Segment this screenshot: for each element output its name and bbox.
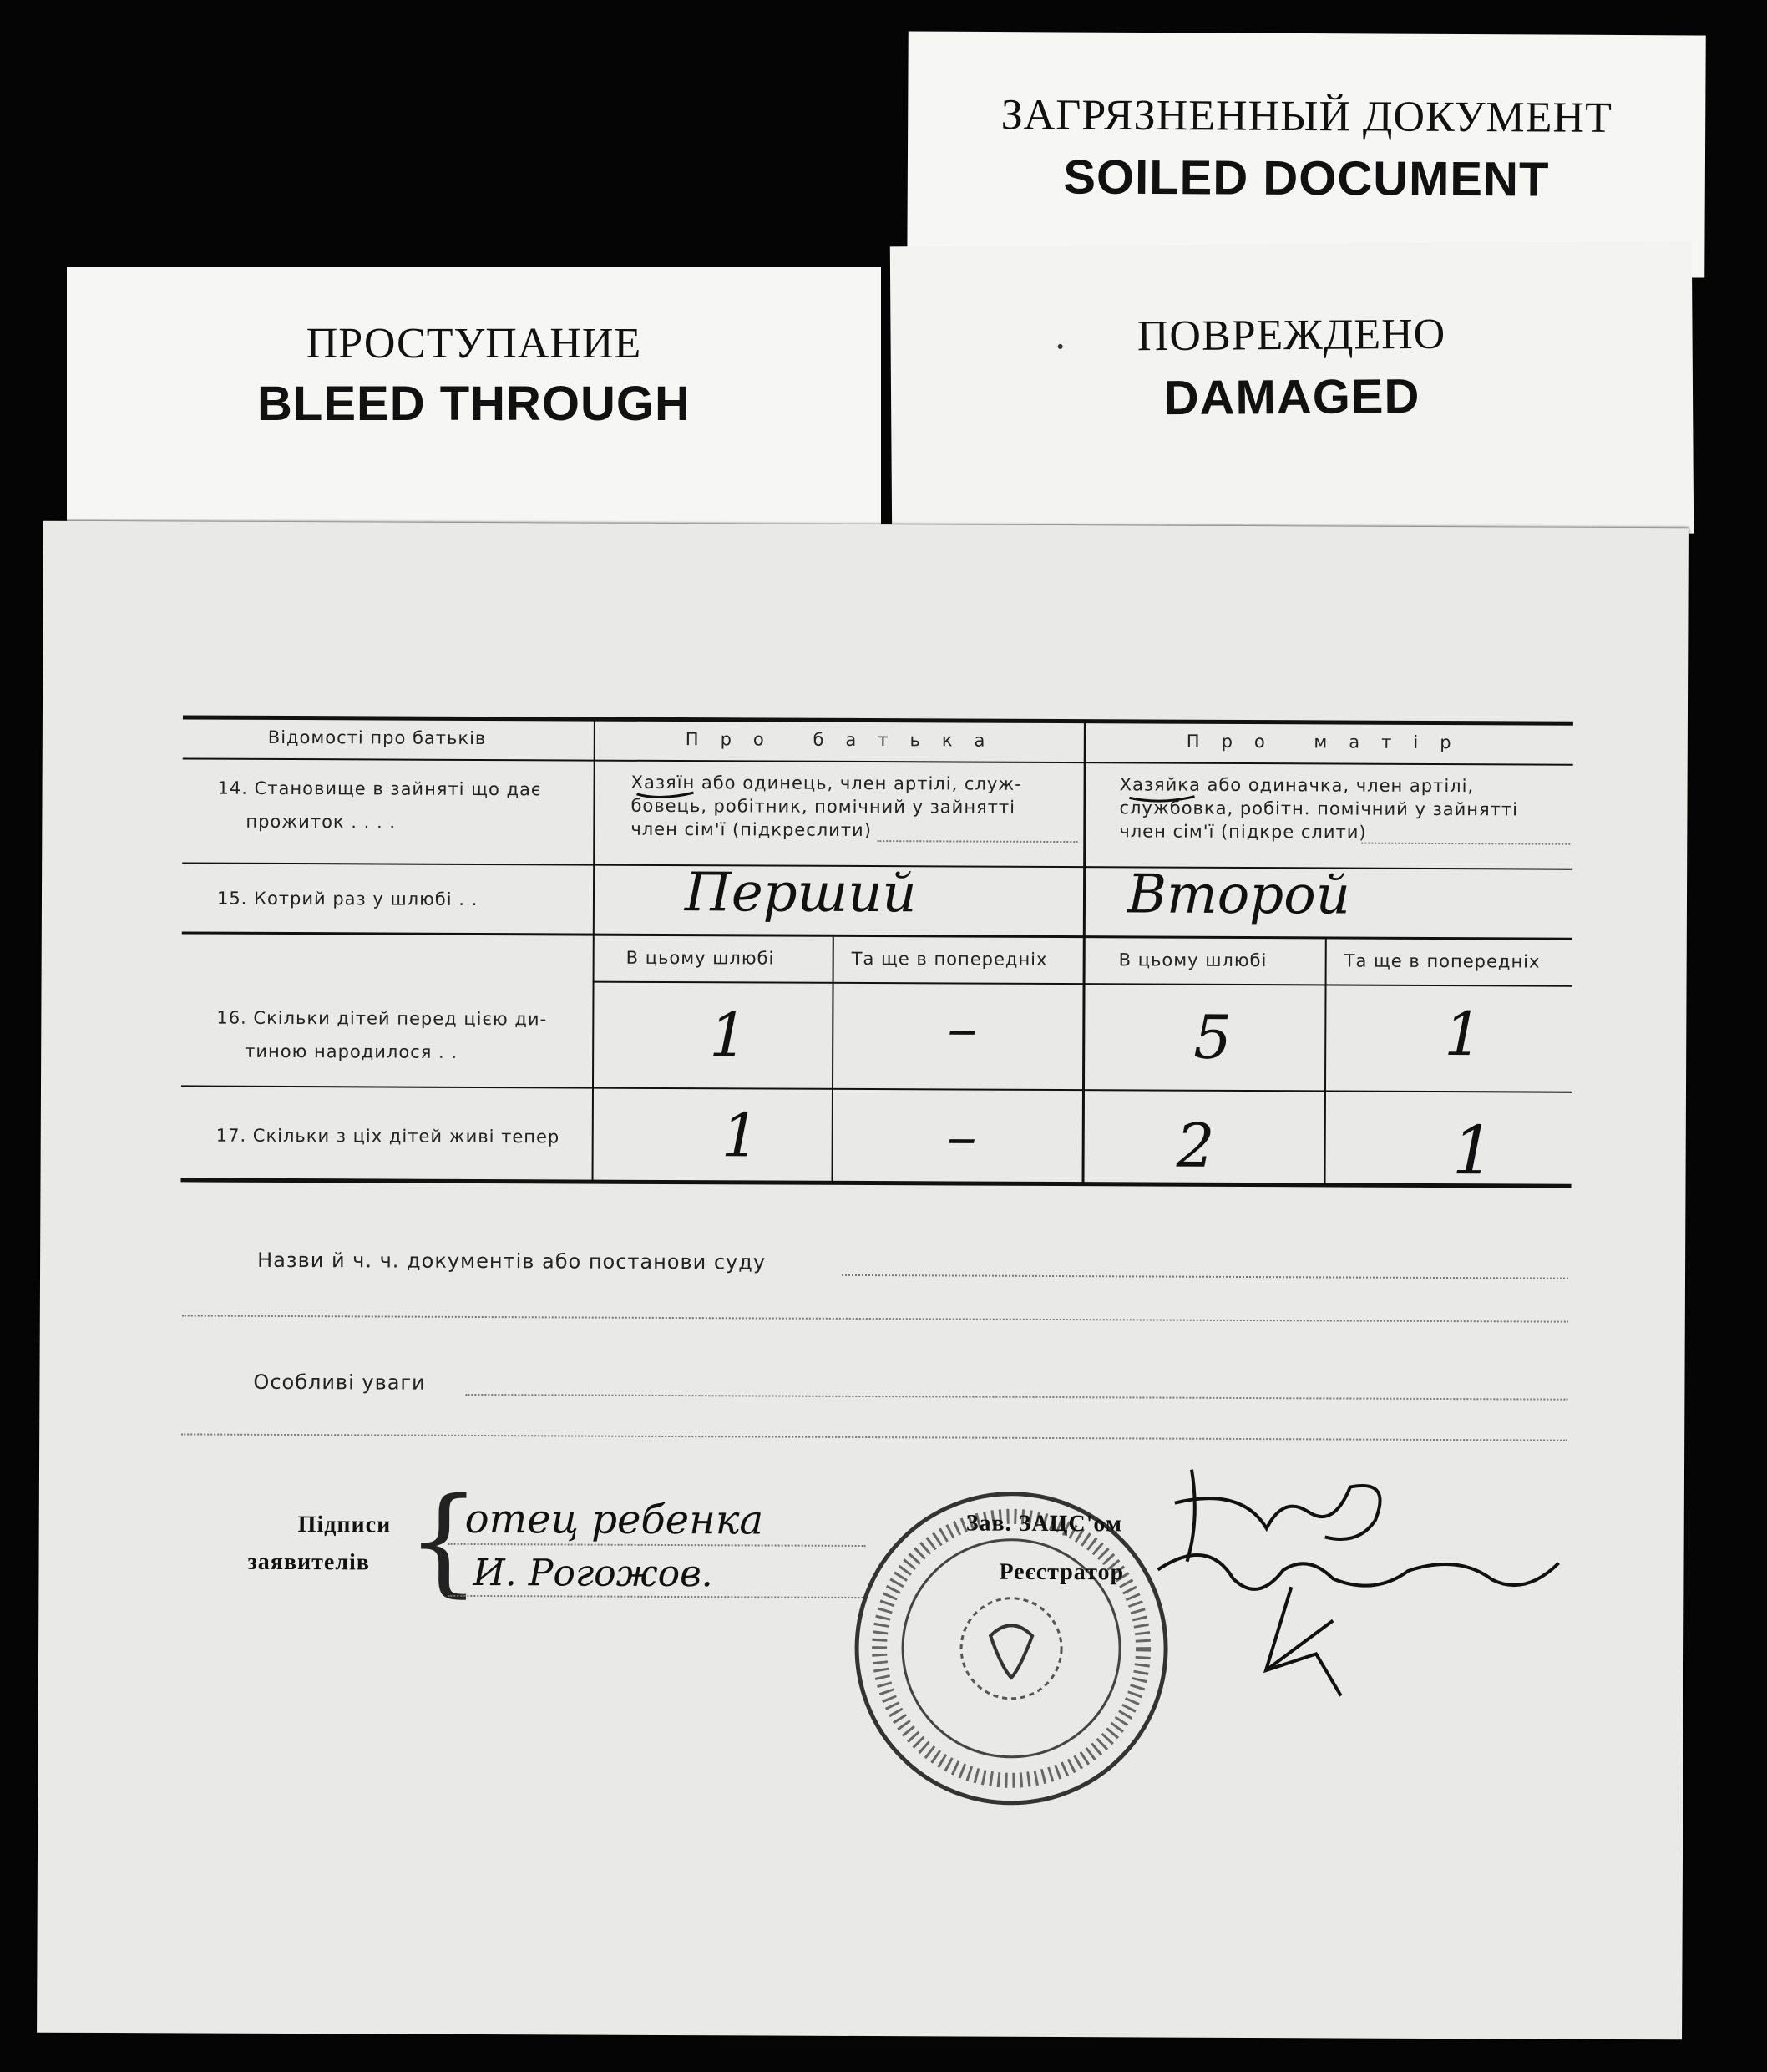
row16-value-father-this: 1 [709, 1000, 748, 1071]
row14-mother-line2: службовка, робітн. помічний у зайнятті [1119, 798, 1519, 820]
row14-mother-dotted-line [1361, 843, 1570, 845]
row14-father-line3: член сім'ї (підкреслити) [630, 818, 872, 841]
damaged-label-en: DAMAGED [1163, 368, 1420, 426]
signature-line-1 [448, 1543, 866, 1547]
documents-label: Назви й ч. ч. документів або постанови суду [257, 1248, 767, 1274]
header-info-about-parents: Відомості про батьків [267, 727, 487, 749]
header-father: Про батька [685, 729, 1007, 751]
signatures-label-line1: Підписи [297, 1512, 392, 1538]
col-divider-4 [1324, 939, 1327, 1184]
subheader-mother-this-marriage: В цьому шлюбі [1118, 950, 1268, 971]
row16-bottom-rule [181, 1085, 1572, 1092]
documents-line-2 [182, 1315, 1568, 1322]
header-mother: Про матір [1186, 731, 1473, 753]
damaged-label-ru: ПОВРЕЖДЕНО [1137, 310, 1446, 361]
row14-father-line1: Хазяїн або одинець, член артілі, служ- [630, 772, 1022, 794]
table-bottom-rule [181, 1178, 1572, 1188]
row15-mother-handwriting: Второй [1127, 864, 1351, 927]
bleed-through-card [67, 267, 881, 547]
soiled-label-ru: ЗАГРЯЗНЕННЫЙ ДОКУМЕНТ [1000, 91, 1613, 142]
signatures-brace: { [406, 1472, 482, 1610]
documents-line-1 [842, 1274, 1568, 1279]
row17-value-father-previous: – [946, 1101, 977, 1172]
signature-line2-handwriting: И. Рогожов. [473, 1551, 713, 1596]
row14-mother-line3: член сім'ї (підкре слити) [1119, 821, 1367, 843]
signatures-label-line2: заявителів [247, 1548, 371, 1576]
row15-father-handwriting: Перший [684, 862, 917, 925]
row14-father-line2: бовець, робітник, помічний у зайнятті [630, 795, 1016, 818]
row14-father-dotted-line [877, 840, 1077, 843]
bleed-label-ru: ПРОСТУПАНИЕ [306, 320, 642, 367]
subheader-mother-previous: Та ще в попередніх [1344, 950, 1541, 972]
row16-value-mother-this: 5 [1193, 1001, 1233, 1072]
row17-label: 17. Скільки з ціх дітей живі тепер [215, 1125, 560, 1147]
row15-label: 15. Котрий раз у шлюбі . . [216, 888, 478, 909]
row14-label-line1: 14. Становище в зайняті що дає [217, 778, 542, 800]
official-signatures [1141, 1452, 1576, 1705]
subheader-father-previous: Та ще в попередніх [851, 948, 1048, 970]
remarks-label: Особливі уваги [253, 1370, 426, 1395]
damaged-card [890, 241, 1694, 540]
header-bottom-rule [183, 757, 1573, 765]
remarks-line-1 [465, 1394, 1567, 1401]
row15-bottom-rule [182, 931, 1572, 940]
row16-label-line2: тиною народилося . . [245, 1041, 458, 1062]
subheader-father-this-marriage: В цьому шлюбі [625, 947, 775, 969]
row17-value-mother-this: 2 [1176, 1110, 1215, 1181]
soiled-document-card [907, 32, 1706, 278]
row16-label-line1: 16. Скільки дітей перед цією ди- [216, 1007, 548, 1030]
table-top-rule [183, 715, 1573, 725]
row16-value-father-previous: – [947, 992, 978, 1063]
signature-line-2 [448, 1595, 865, 1598]
row14-mother-line1: Хазяйка або одиначка, член артілі, [1119, 774, 1475, 797]
row17-value-father-this: 1 [721, 1100, 760, 1171]
row16-value-mother-previous: 1 [1444, 999, 1483, 1070]
signature-line1-handwriting: отец ребенка [464, 1495, 764, 1544]
col-divider-3 [832, 937, 834, 1183]
soiled-label-en: SOILED DOCUMENT [1063, 149, 1550, 207]
document-sheet [37, 521, 1689, 2040]
row17-value-mother-previous: 1 [1451, 1112, 1495, 1190]
col-divider-1 [592, 720, 595, 1182]
bleed-label-en: BLEED THROUGH [257, 377, 691, 431]
row14-label-line2: прожиток . . . . [246, 811, 397, 833]
underline-marks [626, 789, 1211, 808]
registrar-label: Реєстратор [999, 1558, 1125, 1586]
head-of-registry-label: Зав. ЗАЦС'ом [965, 1510, 1123, 1538]
remarks-line-2 [181, 1433, 1567, 1441]
